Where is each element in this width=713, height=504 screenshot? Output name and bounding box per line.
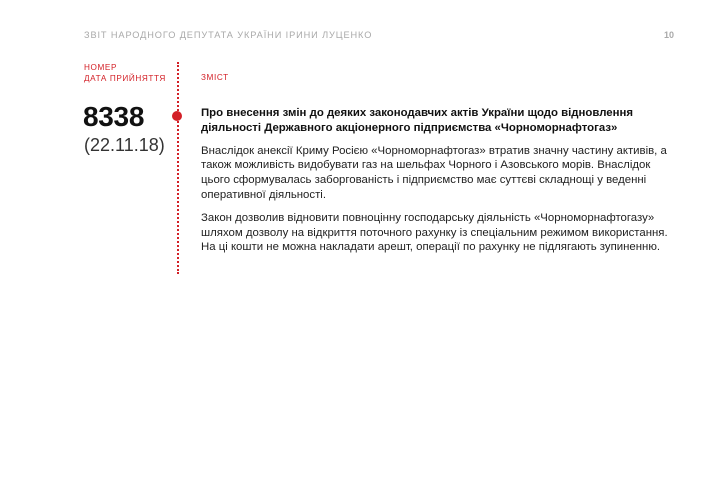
- timeline-dotted-line: [177, 62, 179, 274]
- content-paragraph: Закон дозволив відновити повноцінну господарську діяльність «Чорноморнафтогазу» шляхом дозволу на відкриття поточного рахунку із спеціальним режимом використання. На ці кошти не можна накладати арешт, операції по рахунку не підлягають зупиненню.: [201, 211, 668, 254]
- date-label: ДАТА ПРИЙНЯТТЯ: [84, 74, 166, 83]
- bill-adoption-date: (22.11.18): [84, 135, 165, 155]
- content-column-label: ЗМІСТ: [201, 73, 229, 82]
- number-date-column-label: [84, 62, 174, 84]
- report-title: ЗВІТ НАРОДНОГО ДЕПУТАТА УКРАЇНИ ІРИНИ ЛУЦЕНКО: [84, 30, 373, 40]
- bill-number: 8338: [83, 101, 145, 132]
- bill-title: Про внесення змін до деяких законодавчих актів України щодо відновлення діяльності Державного акціонерного підприємства «Чорноморнафтогаз»: [201, 107, 634, 134]
- timeline-marker-dot: [172, 111, 182, 121]
- content-paragraph: Внаслідок анексії Криму Росією «Чорноморнафтогаз» втратив значну частину активів, а також можливість видобувати газ на шельфах Чорного і Азовського морів. Внаслідок цього сформувалась заборгованість і підприємство має суттєві складнощі у веденні оперативної діяльності.: [201, 144, 667, 201]
- page-header: [84, 30, 674, 44]
- bill-content: [201, 106, 671, 263]
- number-label: НОМЕР: [84, 63, 118, 72]
- page-number: 10: [663, 30, 674, 40]
